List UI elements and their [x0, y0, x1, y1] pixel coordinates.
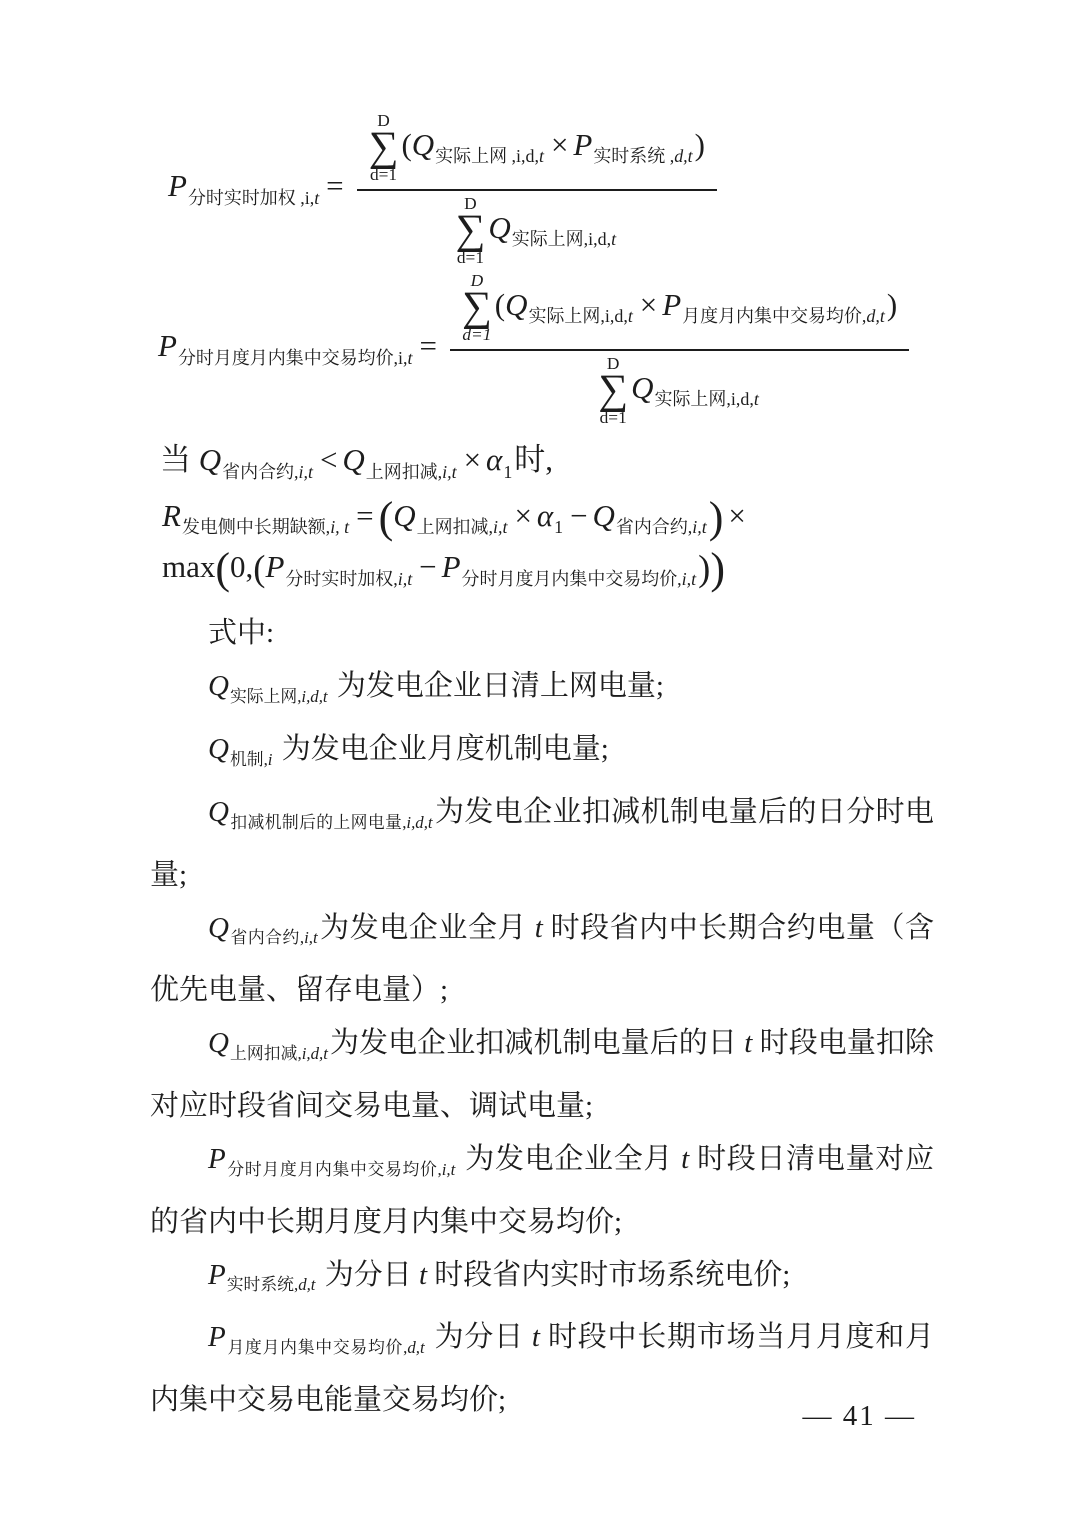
- page-content: [150, 0, 934, 1427]
- definition-q-ongrid-deducted: $Q_{上网扣减,i,d,t}$为发电企业扣减机制电量后的日 t 时段电量扣除对应时段省间交易电量、调试电量;: [150, 1027, 934, 1122]
- symbol-definitions: [150, 660, 934, 1427]
- formula-timeshare-monthly-centralized-trade-avg-price: $P_{分时月度月内集中交易均价,i,t}$ = D ∑ d=1 $(Q_{实际上网,i,d,t} \times P_{月度月内集中交易均价,d,t})$ D ∑ d=1 $Q_{实际上网,i,d,t}$: [150, 272, 934, 426]
- definition-p-realtime-system: $P_{实时系统,d,t}$ 为分日 t 时段省内实时市场系统电价;: [208, 1258, 791, 1295]
- definition-p-monthly-centralized-trade-avg: $P_{月度月内集中交易均价,d,t}$ 为分日 t 时段中长期市场当月月度和月内集中交易电能量交易均价;: [150, 1321, 934, 1417]
- where-label: 式中:: [208, 617, 275, 650]
- formula-generation-side-midlongterm-shortfall-line1: $R_{发电侧中长期缺额,i, t} = (Q_{上网扣减,i,t} \times \alpha_1 - Q_{省内合约,i,t})$ ×: [162, 492, 746, 542]
- definition-q-ongrid-after-mechanism-deduction: $Q_{扣减机制后的上网电量,i,d,t}$为发电企业扣减机制电量后的日分时电量;: [150, 795, 934, 891]
- definition-q-intraprovince-contract: $Q_{省内合约,i,t}$为发电企业全月 t 时段省内中长期合约电量（含优先电量、留存电量）;: [150, 911, 934, 1007]
- formula-generation-side-midlongterm-shortfall-line2: $\max(0,(P_{分时实时加权,i,t} - P_{分时月度月内集中交易均价,i,t}))$: [162, 544, 726, 594]
- condition-line: 当 $Q_{省内合约,i,t} < Q_{上网扣减,i,t} \times \alpha_1$时,: [160, 442, 554, 482]
- page-number: — 41 —: [802, 1400, 916, 1432]
- definition-q-actual-ongrid: $Q_{实际上网,i,d,t}$ 为发电企业日清上网电量;: [208, 670, 664, 707]
- definition-p-timeshare-monthly-centralized-avg: $P_{分时月度月内集中交易均价,i,t}$ 为发电企业全月 t 时段日清电量对应的省内中长期月度月内集中交易均价;: [150, 1142, 934, 1238]
- definition-q-mechanism: $Q_{机制,i}$ 为发电企业月度机制电量;: [208, 733, 609, 769]
- formula-timeshare-realtime-weighted-price: $P_{分时实时加权 ,i,t}$ = D ∑ d=1 $(Q_{实际上网 ,i,d,t} \times P_{实时系统 ,d,t})$ D ∑ d=1 $Q_{实际上网,i,d,t}$: [150, 112, 934, 266]
